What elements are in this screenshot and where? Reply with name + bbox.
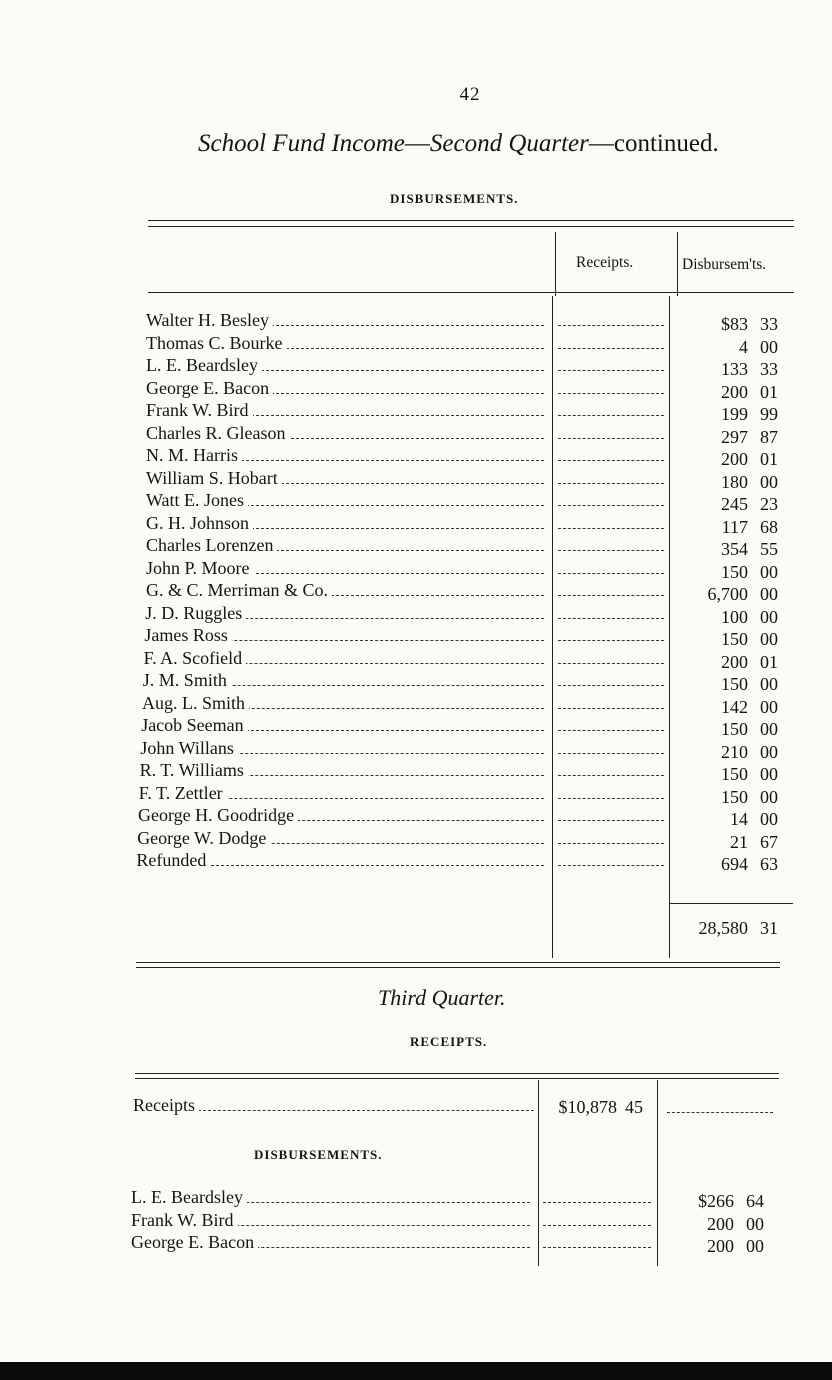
receipts-leader bbox=[556, 783, 666, 805]
amount-dollars: 14 bbox=[730, 809, 748, 829]
amount-cents: 99 bbox=[760, 404, 778, 424]
amount-dollars: 297 bbox=[721, 426, 748, 447]
disbursements-heading: DISBURSEMENTS. bbox=[390, 191, 519, 206]
leader-dots bbox=[558, 640, 664, 641]
table-row bbox=[142, 693, 548, 715]
table-header-rule bbox=[148, 292, 794, 293]
table-row bbox=[146, 378, 548, 400]
row-name: George E. Bacon bbox=[131, 1232, 258, 1253]
row-name: G. H. Johnson bbox=[146, 513, 253, 534]
leader-dots bbox=[558, 528, 664, 529]
table-row bbox=[144, 625, 548, 647]
amount-cents: 01 bbox=[760, 651, 778, 672]
amount-dollars: $83 bbox=[721, 314, 748, 334]
amount-cents: 00 bbox=[760, 696, 778, 717]
row-name: R. T. Williams bbox=[140, 760, 248, 781]
amount-cents: 23 bbox=[760, 494, 778, 514]
table-top-rule-thin bbox=[148, 226, 794, 227]
amount-dollars: 200 bbox=[707, 1213, 734, 1234]
leader-dots bbox=[558, 438, 664, 439]
amount-dollars: 150 bbox=[721, 674, 748, 694]
receipts-leader bbox=[556, 580, 666, 602]
receipts-leader bbox=[556, 400, 666, 422]
receipts-leader bbox=[556, 378, 666, 400]
receipts-leader bbox=[541, 1232, 653, 1254]
leader-dots bbox=[558, 843, 664, 844]
amount-dollars: 6,700 bbox=[707, 584, 748, 604]
receipts-leader bbox=[541, 1187, 653, 1209]
table-row bbox=[131, 1187, 534, 1209]
leader-dots bbox=[558, 798, 664, 799]
receipts-leader bbox=[556, 828, 666, 850]
leader-dots bbox=[558, 573, 664, 574]
amount-dollars: 210 bbox=[721, 741, 748, 762]
table-row bbox=[131, 1210, 534, 1232]
row-name: L. E. Beardsley bbox=[131, 1187, 247, 1208]
row-name: Watt E. Jones bbox=[146, 490, 248, 511]
total-rule bbox=[669, 903, 793, 904]
leader-dots bbox=[558, 708, 664, 709]
amount-dollars: 142 bbox=[721, 696, 748, 717]
receipts-leader bbox=[556, 468, 666, 490]
tq-top-rule-thin bbox=[135, 1078, 779, 1079]
table-row bbox=[131, 1232, 534, 1254]
amount-cents: 67 bbox=[760, 831, 778, 852]
amount-dollars: 133 bbox=[721, 359, 748, 379]
receipts-leader bbox=[556, 693, 666, 715]
amount-cents: 00 bbox=[760, 471, 778, 492]
title-dash1: — bbox=[404, 130, 430, 157]
row-name: Frank W. Bird bbox=[146, 400, 253, 421]
table-row bbox=[146, 535, 548, 557]
leader-dots bbox=[558, 550, 664, 551]
receipts-leader bbox=[556, 670, 666, 692]
leader-dots bbox=[558, 415, 664, 416]
amount-cents: 01 bbox=[760, 449, 778, 469]
receipts-heading: RECEIPTS. bbox=[410, 1034, 488, 1049]
row-name: George H. Goodridge bbox=[138, 805, 298, 826]
amount-cents: 00 bbox=[760, 764, 778, 784]
leader-dots bbox=[558, 348, 664, 349]
table-row bbox=[146, 333, 548, 355]
leader-dots bbox=[558, 865, 664, 866]
row-name: L. E. Beardsley bbox=[146, 355, 262, 376]
row-name: F. T. Zettler bbox=[139, 783, 227, 804]
leader-dots bbox=[558, 730, 664, 731]
receipts-leader bbox=[556, 310, 666, 332]
tq-receipts-cents: 45 bbox=[625, 1097, 643, 1117]
leader-dots bbox=[543, 1202, 651, 1203]
amount-cents: 87 bbox=[760, 426, 778, 447]
amount-cents: 00 bbox=[760, 786, 778, 807]
row-name: N. M. Harris bbox=[146, 445, 242, 466]
amount-cents: 01 bbox=[760, 381, 778, 402]
amount-cents: 63 bbox=[760, 854, 778, 874]
receipts-leader bbox=[541, 1210, 653, 1232]
amount-cents: 00 bbox=[760, 629, 778, 649]
header-divider-left bbox=[555, 232, 556, 296]
row-name: Aug. L. Smith bbox=[142, 693, 249, 714]
table-top-rule bbox=[148, 220, 794, 221]
amount-cents: 00 bbox=[760, 809, 778, 829]
tq-receipts-row-label: Receipts bbox=[133, 1095, 199, 1116]
tq-receipts-divider bbox=[538, 1080, 539, 1266]
amount-dollars: 150 bbox=[721, 629, 748, 649]
leader-dots bbox=[543, 1225, 651, 1226]
row-name: J. D. Ruggles bbox=[145, 603, 246, 624]
leader-dots bbox=[558, 663, 664, 664]
row-name: F. A. Scofield bbox=[144, 648, 247, 669]
amount-cents: 00 bbox=[760, 674, 778, 694]
leader-dots bbox=[558, 460, 664, 461]
leader-dots bbox=[193, 1110, 534, 1111]
amount-cents: 55 bbox=[760, 539, 778, 559]
amount-cents: 00 bbox=[746, 1236, 764, 1256]
leader-dots bbox=[558, 483, 664, 484]
leader-dots bbox=[558, 820, 664, 821]
amount-cents: 33 bbox=[760, 314, 778, 334]
amount-cents: 64 bbox=[746, 1191, 764, 1211]
row-name: Frank W. Bird bbox=[131, 1210, 238, 1231]
receipts-leader bbox=[556, 355, 666, 377]
total-dollars: 28,580 bbox=[698, 918, 748, 938]
amount-dollars: 354 bbox=[721, 539, 748, 559]
table-row bbox=[146, 580, 548, 602]
amount-cents: 00 bbox=[760, 606, 778, 627]
receipts-leader bbox=[556, 603, 666, 625]
receipts-leader bbox=[556, 805, 666, 827]
header-divider-right bbox=[677, 232, 678, 296]
table-bottom-rule-thin bbox=[136, 967, 780, 968]
amount-dollars: 200 bbox=[721, 449, 748, 469]
amount-cents: 00 bbox=[746, 1213, 764, 1234]
table-row bbox=[140, 738, 548, 760]
table-row bbox=[146, 513, 548, 535]
table-row bbox=[145, 603, 548, 625]
amount-dollars: 100 bbox=[721, 606, 748, 627]
table-row bbox=[141, 715, 548, 737]
table-row bbox=[146, 445, 548, 467]
tq-receipts-dollars: $10,878 bbox=[558, 1097, 617, 1117]
title-italic-part1: School Fund Income bbox=[198, 130, 405, 157]
table-row bbox=[146, 558, 548, 580]
page-title bbox=[198, 130, 719, 158]
leader-dots bbox=[543, 1247, 651, 1248]
receipts-leader bbox=[556, 333, 666, 355]
receipts-leader bbox=[556, 535, 666, 557]
title-italic-part2: Second Quarter bbox=[429, 130, 589, 157]
leader-dots bbox=[667, 1112, 773, 1113]
table-row bbox=[136, 850, 548, 872]
amount-cents: 00 bbox=[760, 584, 778, 604]
amount-dollars: 245 bbox=[721, 494, 748, 514]
row-name: Refunded bbox=[136, 850, 210, 871]
amount-cents: 00 bbox=[760, 336, 778, 357]
row-name: John P. Moore bbox=[146, 558, 254, 579]
title-dash2: — bbox=[588, 130, 614, 157]
amount-dollars: 694 bbox=[721, 854, 748, 874]
column-header-receipts: Receipts. bbox=[576, 254, 634, 271]
amount-dollars: 150 bbox=[721, 786, 748, 807]
receipts-column-divider bbox=[552, 296, 553, 958]
table-row bbox=[143, 670, 548, 692]
third-quarter-title: Third Quarter. bbox=[378, 985, 506, 1010]
leader-dots bbox=[558, 595, 664, 596]
amount-dollars: 150 bbox=[721, 719, 748, 739]
leader-dots bbox=[558, 505, 664, 506]
receipts-leader bbox=[556, 423, 666, 445]
receipts-leader bbox=[556, 445, 666, 467]
leader-dots bbox=[558, 393, 664, 394]
row-name: James Ross bbox=[144, 625, 232, 646]
row-name: J. M. Smith bbox=[143, 670, 231, 691]
receipts-leader bbox=[556, 715, 666, 737]
amount-cents: 00 bbox=[760, 741, 778, 762]
row-name: George E. Bacon bbox=[146, 378, 273, 399]
total-cents: 31 bbox=[760, 918, 778, 938]
amount-dollars: 200 bbox=[721, 381, 748, 402]
leader-dots bbox=[558, 618, 664, 619]
tq-receipts-row bbox=[133, 1095, 538, 1117]
amount-dollars: 117 bbox=[721, 516, 748, 537]
table-bottom-rule bbox=[136, 962, 780, 963]
leader-dots bbox=[156, 865, 544, 866]
disbursements-column-divider bbox=[669, 296, 670, 958]
amount-dollars: 150 bbox=[721, 561, 748, 582]
leader-dots bbox=[558, 775, 664, 776]
receipts-leader bbox=[556, 738, 666, 760]
amount-dollars: 200 bbox=[721, 651, 748, 672]
tq-receipts-empty-leader bbox=[665, 1097, 775, 1119]
leader-dots bbox=[558, 370, 664, 371]
title-plain-part: continued. bbox=[613, 130, 719, 157]
amount-cents: 00 bbox=[760, 561, 778, 582]
table-row bbox=[146, 355, 548, 377]
amount-dollars: $266 bbox=[698, 1191, 734, 1211]
amount-dollars: 200 bbox=[707, 1236, 734, 1256]
receipts-leader bbox=[556, 648, 666, 670]
amount-dollars: 21 bbox=[730, 831, 748, 852]
receipts-leader bbox=[556, 760, 666, 782]
amount-dollars: 180 bbox=[721, 471, 748, 492]
receipts-leader bbox=[556, 558, 666, 580]
table-row bbox=[146, 468, 548, 490]
table-row bbox=[138, 805, 548, 827]
row-name: William S. Hobart bbox=[146, 468, 282, 489]
amount-cents: 68 bbox=[760, 516, 778, 537]
row-name: Walter H. Besley bbox=[146, 310, 273, 331]
tq-top-rule bbox=[135, 1073, 779, 1074]
row-name: G. & C. Merriman & Co. bbox=[146, 580, 332, 601]
amount-dollars: 150 bbox=[721, 764, 748, 784]
page-number: 42 bbox=[459, 84, 481, 105]
table-row bbox=[146, 400, 548, 422]
tq-disbursements-divider bbox=[657, 1080, 658, 1266]
receipts-leader bbox=[556, 850, 666, 872]
scan-bottom-edge bbox=[0, 1362, 832, 1380]
table-row bbox=[137, 828, 548, 850]
leader-dots bbox=[558, 753, 664, 754]
table-row bbox=[146, 423, 548, 445]
row-name: George W. Dodge bbox=[137, 828, 270, 849]
table-row bbox=[146, 310, 548, 332]
amount-dollars: 199 bbox=[721, 404, 748, 424]
receipts-leader bbox=[556, 513, 666, 535]
column-header-disbursements: Disbursem'ts. bbox=[682, 256, 767, 273]
amount-cents: 00 bbox=[760, 719, 778, 739]
row-name: Charles Lorenzen bbox=[146, 535, 277, 556]
tq-disbursements-heading: DISBURSEMENTS. bbox=[254, 1147, 383, 1162]
amount-cents: 33 bbox=[760, 359, 778, 379]
table-row bbox=[146, 490, 548, 512]
receipts-leader bbox=[556, 625, 666, 647]
table-row bbox=[139, 783, 548, 805]
row-name: John Willans bbox=[140, 738, 237, 759]
amount-dollars: 4 bbox=[739, 336, 748, 357]
row-name: Charles R. Gleason bbox=[146, 423, 289, 444]
leader-dots bbox=[558, 685, 664, 686]
row-name: Thomas C. Bourke bbox=[146, 333, 287, 354]
receipts-leader bbox=[556, 490, 666, 512]
leader-dots bbox=[558, 325, 664, 326]
table-row bbox=[144, 648, 548, 670]
table-row bbox=[140, 760, 548, 782]
row-name: Jacob Seeman bbox=[141, 715, 247, 736]
